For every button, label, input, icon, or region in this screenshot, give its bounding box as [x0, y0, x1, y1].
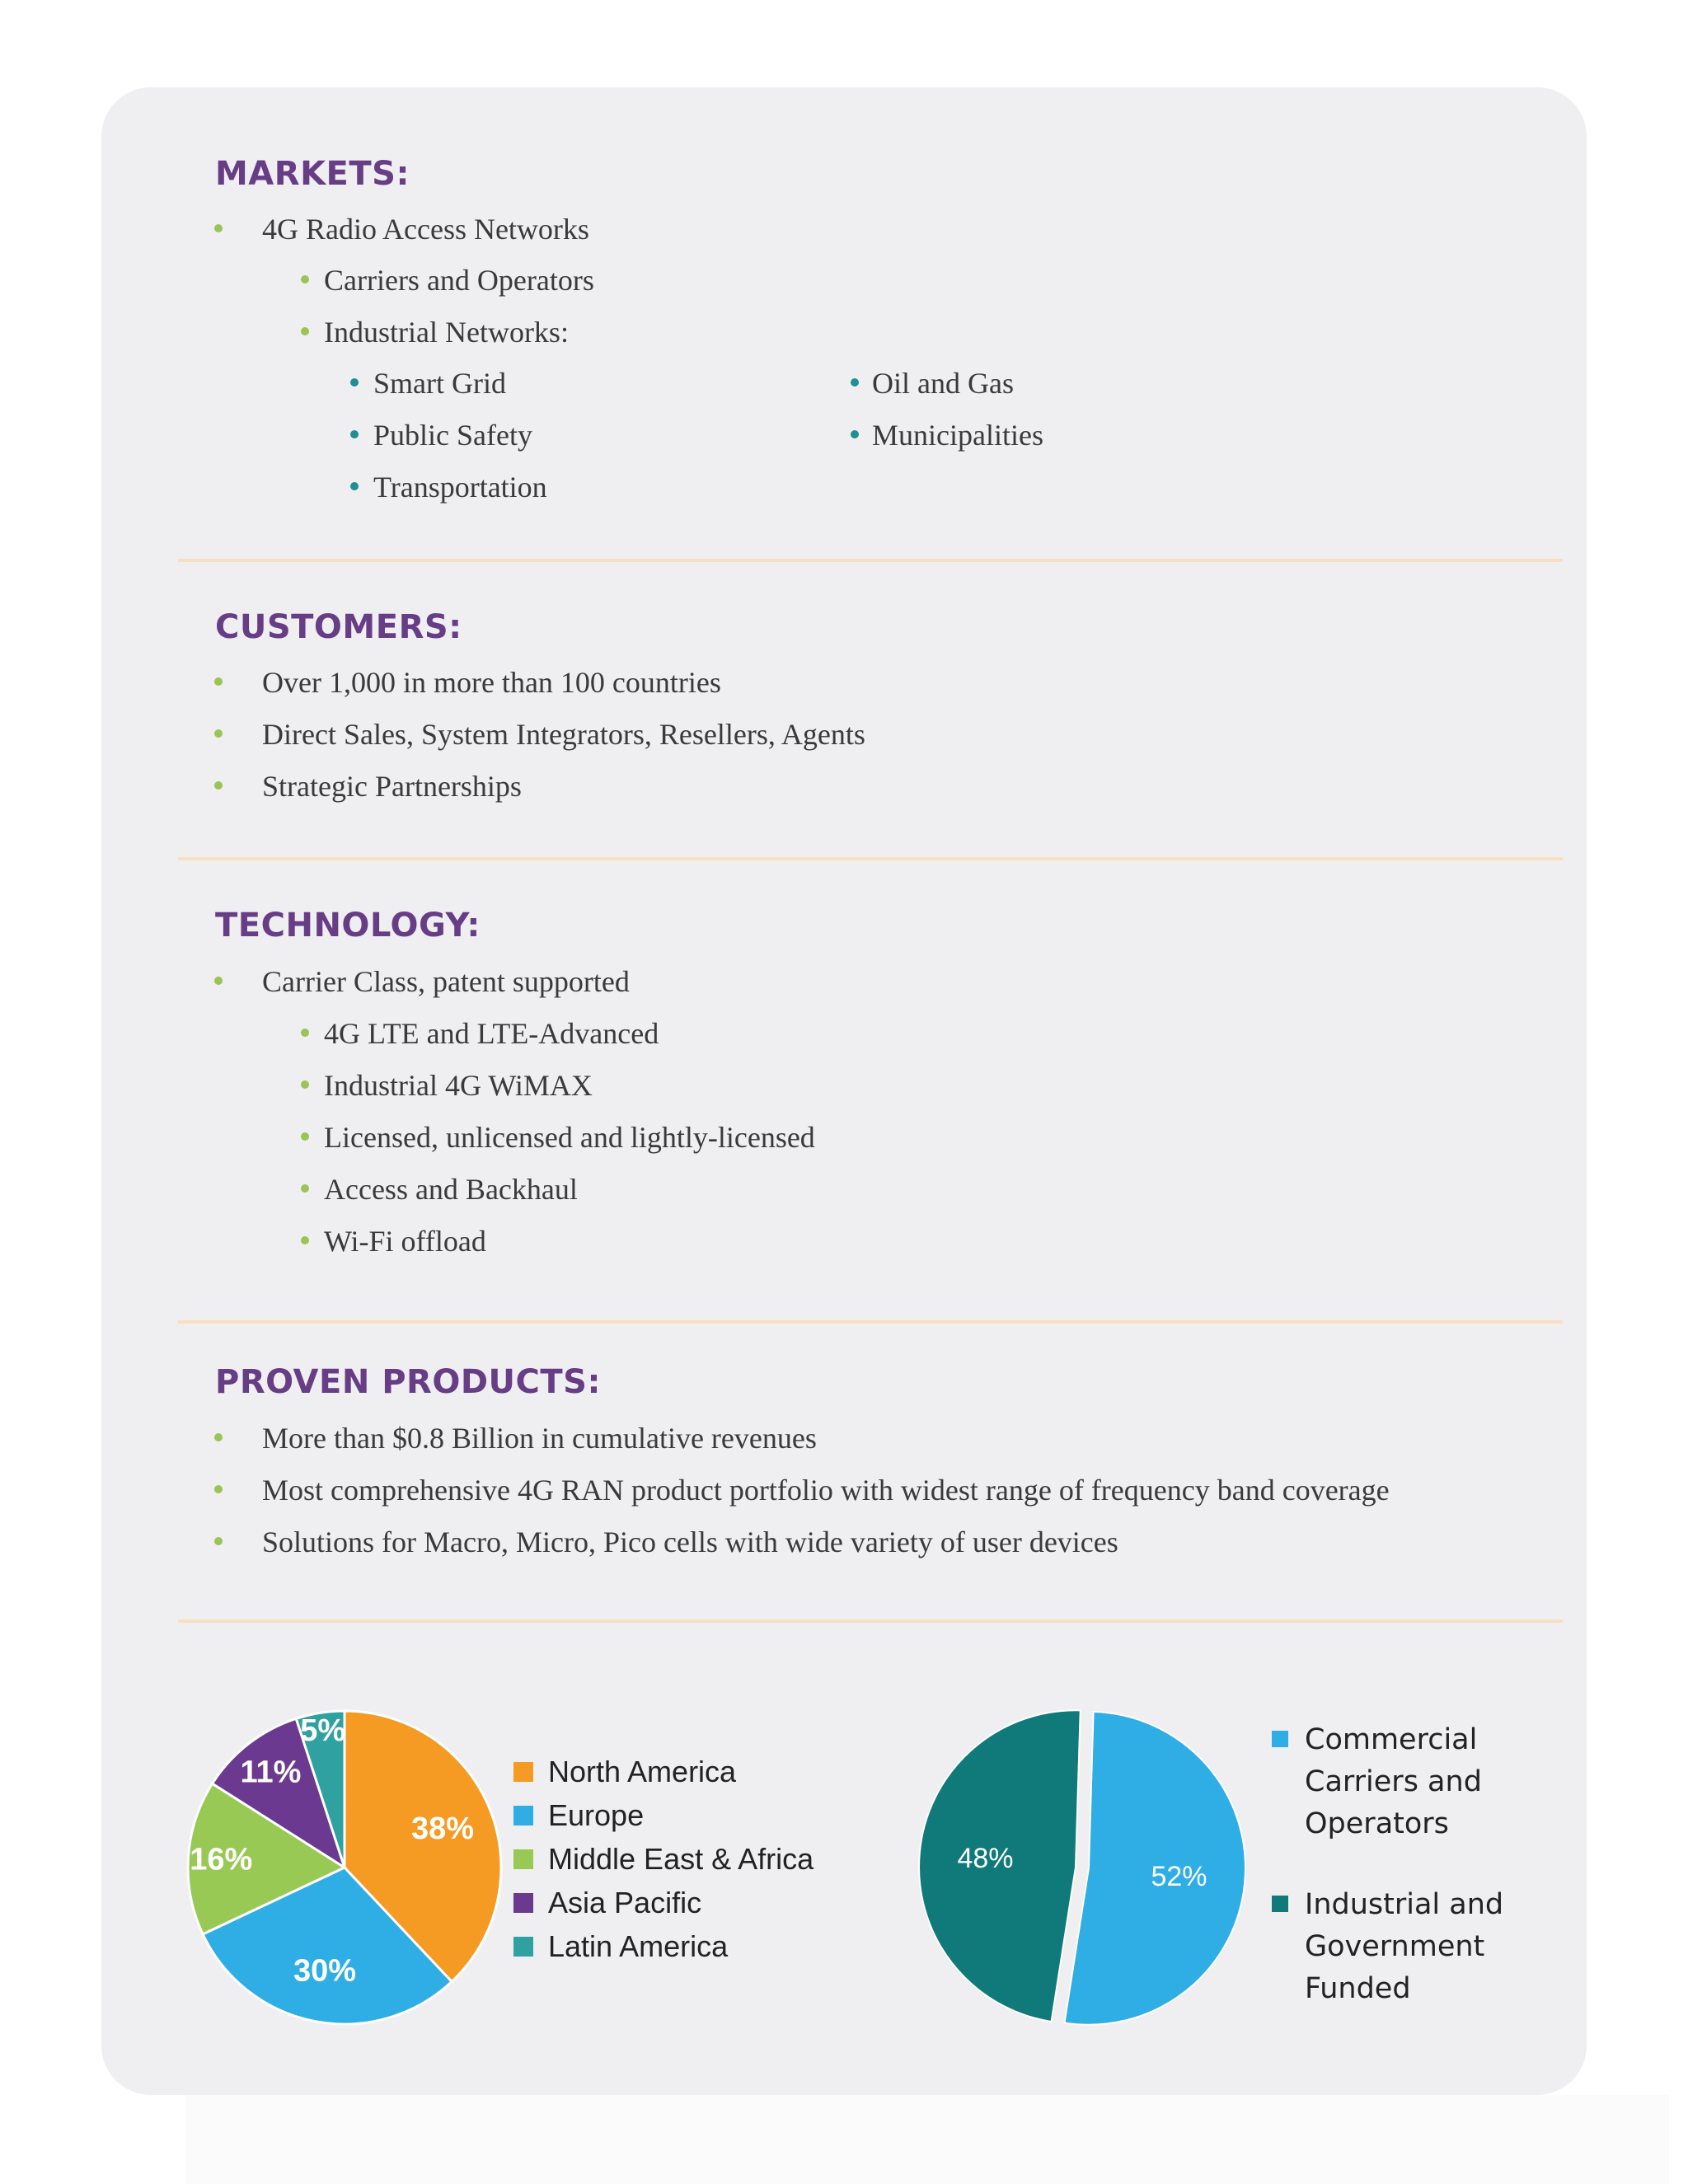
markets-industry: Oil and Gas	[872, 367, 1014, 400]
legend-swatch-north-america	[513, 1762, 533, 1782]
bullet	[301, 1184, 309, 1193]
markets-industry: Public Safety	[373, 419, 532, 452]
section-divider	[178, 1619, 1563, 1623]
bullet	[214, 1485, 223, 1493]
bullet	[301, 1029, 309, 1037]
legend-label-north-america: North America	[548, 1755, 737, 1788]
bullet	[851, 378, 859, 387]
bullet	[214, 1433, 223, 1441]
legend-label-latin-america: Latin America	[548, 1929, 729, 1963]
section-divider	[178, 1320, 1563, 1324]
legend-swatch-europe	[513, 1806, 533, 1825]
bullet	[301, 327, 309, 335]
legend-label-industrial-and-government-funded: Industrial and Government Funded	[1305, 1888, 1504, 2005]
markets-subitem: Industrial Networks:	[324, 316, 569, 349]
legend-swatch-middle-east-africa	[513, 1849, 533, 1869]
bullet	[350, 378, 359, 387]
bullet	[301, 275, 309, 284]
customers-item: Over 1,000 in more than 100 countries	[262, 666, 721, 699]
technology-item: Carrier Class, patent supported	[262, 965, 630, 998]
pie-label-north-america: 38%	[410, 1811, 475, 1846]
technology-subitem: Licensed, unlicensed and lightly-licensed	[324, 1121, 815, 1154]
customer-type-pie-chart	[909, 1694, 1255, 2041]
bullet	[301, 1132, 309, 1141]
customer-type-pie-legend	[1272, 1719, 1568, 2065]
products-heading: PROVEN PRODUCTS:	[215, 1363, 601, 1401]
bullet	[350, 430, 359, 438]
markets-industry: Smart Grid	[373, 367, 506, 400]
technology-heading: TECHNOLOGY:	[215, 907, 481, 944]
bullet	[214, 781, 223, 790]
pie-label-asia-pacific: 11%	[240, 1755, 302, 1790]
markets-heading: MARKETS:	[215, 155, 410, 193]
section-divider	[178, 559, 1563, 562]
bullet	[301, 1080, 309, 1089]
regional-pie-legend	[513, 1755, 975, 2002]
bullet	[851, 430, 859, 438]
products-item: Solutions for Macro, Micro, Pico cells with wide variety of user devices	[262, 1526, 1118, 1558]
legend-label-middle-east-africa: Middle East & Africa	[548, 1842, 814, 1876]
legend-label-commercial-carriers-and-operators: Commercial Carriers and Operators	[1305, 1723, 1482, 1840]
markets-industry: Municipalities	[872, 419, 1043, 452]
technology-subitem: Industrial 4G WiMAX	[324, 1069, 593, 1102]
legend-swatch-asia-pacific	[513, 1893, 533, 1913]
bullet	[214, 1537, 223, 1545]
markets-item: 4G Radio Access Networks	[262, 213, 589, 246]
legend-swatch-latin-america	[513, 1937, 533, 1957]
legend-label-europe: Europe	[548, 1798, 645, 1832]
customers-item: Direct Sales, System Integrators, Resellers, Agents	[262, 718, 865, 751]
bullet	[301, 1236, 309, 1244]
products-item: More than $0.8 Billion in cumulative revenues	[262, 1422, 817, 1455]
legend-label-asia-pacific: Asia Pacific	[548, 1886, 702, 1919]
technology-subitem: Access and Backhaul	[324, 1173, 578, 1206]
markets-industry: Transportation	[373, 471, 547, 504]
customers-item: Strategic Partnerships	[262, 770, 522, 803]
technology-subitem: Wi-Fi offload	[324, 1225, 486, 1258]
content-panel	[101, 87, 1587, 2095]
legend-swatch-commercial-carriers-and-operators	[1272, 1731, 1288, 1747]
technology-subitem: 4G LTE and LTE-Advanced	[324, 1017, 659, 1050]
customers-heading: CUSTOMERS:	[215, 608, 462, 646]
markets-subitem: Carriers and Operators	[324, 264, 594, 297]
bullet	[214, 977, 223, 985]
pie-label-industrial-and-government-funded: 48%	[957, 1843, 1014, 1875]
pie-label-commercial-carriers-and-operators: 52%	[1151, 1860, 1207, 1892]
regional-pie-chart	[171, 1694, 518, 2041]
pie-label-middle-east-africa: 16%	[190, 1842, 253, 1877]
bullet	[350, 482, 359, 490]
bullet	[214, 224, 223, 232]
bullet	[214, 677, 223, 686]
section-divider	[178, 857, 1563, 860]
page-shadow	[185, 2095, 1669, 2184]
pie-label-latin-america: 5%	[300, 1713, 346, 1749]
bullet	[214, 729, 223, 738]
products-item: Most comprehensive 4G RAN product portfolio with widest range of frequency band coverage	[262, 1474, 1390, 1507]
legend-swatch-industrial-and-government-funded	[1272, 1896, 1288, 1912]
pie-label-europe: 30%	[293, 1953, 357, 1989]
